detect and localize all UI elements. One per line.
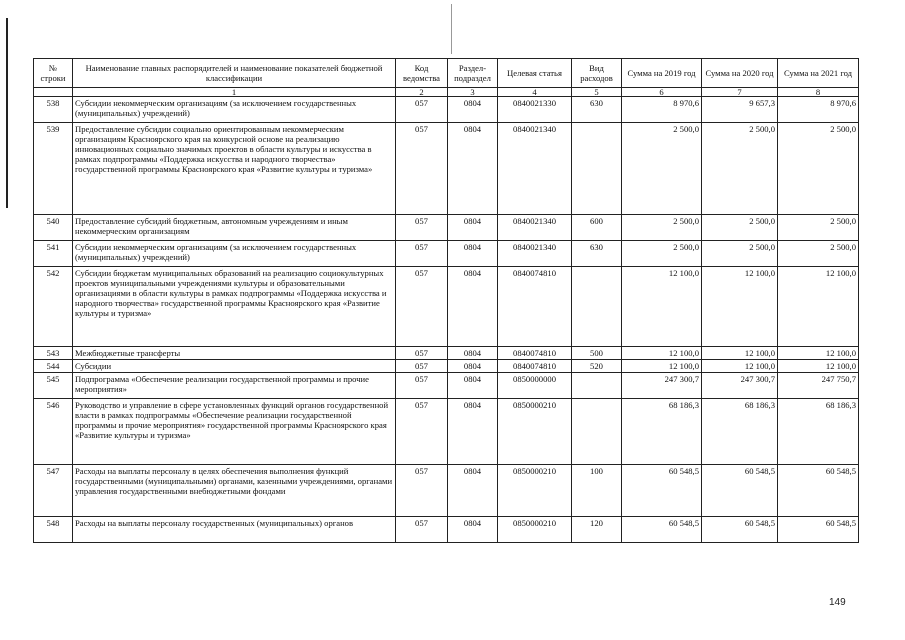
table-row xyxy=(34,399,859,465)
row-target: 0850000210 xyxy=(498,517,572,543)
row-target: 0840021340 xyxy=(498,123,572,215)
budget-table xyxy=(33,58,859,543)
header-num: № строки xyxy=(34,59,73,88)
row-target: 0840074810 xyxy=(498,347,572,360)
column-number: 2 xyxy=(396,88,448,97)
row-number: 543 xyxy=(34,347,73,360)
row-name: Подпрограмма «Обеспечение реализации государственной программы и прочие мероприятия» xyxy=(73,373,396,399)
row-code: 057 xyxy=(396,360,448,373)
row-amount-2021: 12 100,0 xyxy=(778,347,859,360)
row-amount-2021: 2 500,0 xyxy=(778,241,859,267)
column-number: 7 xyxy=(702,88,778,97)
row-name: Субсидии xyxy=(73,360,396,373)
row-amount-2021: 2 500,0 xyxy=(778,215,859,241)
column-number: 4 xyxy=(498,88,572,97)
table-row xyxy=(34,267,859,347)
row-name: Руководство и управление в сфере установленных функций органов государственной власти в рамках подпрограммы «Обеспечение реализации государственной программы и прочие мероприятия» государственной программы Красноярского края «Развитие культуры и туризма» xyxy=(73,399,396,465)
row-amount-2020: 60 548,5 xyxy=(702,465,778,517)
row-number: 547 xyxy=(34,465,73,517)
row-amount-2020: 68 186,3 xyxy=(702,399,778,465)
row-amount-2019: 2 500,0 xyxy=(622,123,702,215)
row-section: 0804 xyxy=(448,123,498,215)
row-section: 0804 xyxy=(448,215,498,241)
row-name: Предоставление субсидии социально ориентированным некоммерческим организациям Красноярского края на конкурсной основе на реализацию инновационных социально значимых проектов в области культуры и искусства в рамках подпрограммы «Поддержка искусства и народного творчества» государственной программы Красноярского края «Развитие культуры и туризма» xyxy=(73,123,396,215)
row-name: Предоставление субсидий бюджетным, автономным учреждениям и иным некоммерческим организациям xyxy=(73,215,396,241)
row-number: 544 xyxy=(34,360,73,373)
table-row xyxy=(34,347,859,360)
row-amount-2020: 2 500,0 xyxy=(702,123,778,215)
row-amount-2021: 68 186,3 xyxy=(778,399,859,465)
row-target: 0840074810 xyxy=(498,360,572,373)
row-amount-2020: 12 100,0 xyxy=(702,267,778,347)
row-section: 0804 xyxy=(448,373,498,399)
row-code: 057 xyxy=(396,241,448,267)
row-target: 0850000210 xyxy=(498,465,572,517)
row-kind xyxy=(572,373,622,399)
row-amount-2019: 12 100,0 xyxy=(622,267,702,347)
header-target: Целевая статья xyxy=(498,59,572,88)
header-kind: Вид расходов xyxy=(572,59,622,88)
row-amount-2021: 60 548,5 xyxy=(778,517,859,543)
row-kind xyxy=(572,123,622,215)
row-amount-2020: 2 500,0 xyxy=(702,215,778,241)
header-2019: Сумма на 2019 год xyxy=(622,59,702,88)
row-amount-2019: 2 500,0 xyxy=(622,241,702,267)
row-target: 0840021340 xyxy=(498,241,572,267)
column-number: 1 xyxy=(73,88,396,97)
column-number: 6 xyxy=(622,88,702,97)
row-number: 540 xyxy=(34,215,73,241)
table-row xyxy=(34,373,859,399)
row-amount-2019: 60 548,5 xyxy=(622,465,702,517)
row-code: 057 xyxy=(396,347,448,360)
row-code: 057 xyxy=(396,399,448,465)
row-section: 0804 xyxy=(448,241,498,267)
header-code: Код ведомства xyxy=(396,59,448,88)
header-section: Раздел-подраздел xyxy=(448,59,498,88)
row-number: 546 xyxy=(34,399,73,465)
row-amount-2020: 60 548,5 xyxy=(702,517,778,543)
page-number: 149 xyxy=(829,597,846,608)
row-section: 0804 xyxy=(448,347,498,360)
row-section: 0804 xyxy=(448,399,498,465)
row-kind xyxy=(572,267,622,347)
column-number xyxy=(34,88,73,97)
row-kind: 120 xyxy=(572,517,622,543)
header-2021: Сумма на 2021 год xyxy=(778,59,859,88)
column-number: 8 xyxy=(778,88,859,97)
row-code: 057 xyxy=(396,267,448,347)
row-kind: 100 xyxy=(572,465,622,517)
row-amount-2020: 12 100,0 xyxy=(702,347,778,360)
row-kind: 630 xyxy=(572,97,622,123)
column-number: 5 xyxy=(572,88,622,97)
row-name: Субсидии некоммерческим организациям (за исключением государственных (муниципальных) учреждений) xyxy=(73,241,396,267)
row-target: 0850000210 xyxy=(498,399,572,465)
column-numbers-row xyxy=(34,88,859,97)
row-kind: 600 xyxy=(572,215,622,241)
row-amount-2020: 247 300,7 xyxy=(702,373,778,399)
row-name: Субсидии некоммерческим организациям (за исключением государственных (муниципальных) учреждений) xyxy=(73,97,396,123)
row-code: 057 xyxy=(396,373,448,399)
header-name: Наименование главных распорядителей и наименование показателей бюджетной классификации xyxy=(73,59,396,88)
row-amount-2020: 12 100,0 xyxy=(702,360,778,373)
row-section: 0804 xyxy=(448,360,498,373)
row-amount-2021: 2 500,0 xyxy=(778,123,859,215)
row-target: 0840021340 xyxy=(498,215,572,241)
table-row xyxy=(34,241,859,267)
row-kind: 520 xyxy=(572,360,622,373)
row-amount-2021: 247 750,7 xyxy=(778,373,859,399)
row-number: 541 xyxy=(34,241,73,267)
table-row xyxy=(34,517,859,543)
row-amount-2019: 12 100,0 xyxy=(622,347,702,360)
row-number: 542 xyxy=(34,267,73,347)
row-amount-2021: 8 970,6 xyxy=(778,97,859,123)
table-row xyxy=(34,215,859,241)
left-margin-rule xyxy=(6,18,8,208)
table-row xyxy=(34,465,859,517)
table-row xyxy=(34,360,859,373)
row-name: Субсидии бюджетам муниципальных образований на реализацию социокультурных проектов муниципальными учреждениями культуры и образовательными организациями в области культуры в рамках подпрограммы «Поддержка искусства и народного творчества» государственной программы Красноярского края «Развитие культуры и туризма» xyxy=(73,267,396,347)
row-amount-2020: 9 657,3 xyxy=(702,97,778,123)
row-amount-2019: 2 500,0 xyxy=(622,215,702,241)
row-name: Расходы на выплаты персоналу государственных (муниципальных) органов xyxy=(73,517,396,543)
row-amount-2019: 247 300,7 xyxy=(622,373,702,399)
row-amount-2021: 60 548,5 xyxy=(778,465,859,517)
row-code: 057 xyxy=(396,465,448,517)
row-amount-2019: 8 970,6 xyxy=(622,97,702,123)
row-number: 545 xyxy=(34,373,73,399)
row-amount-2019: 60 548,5 xyxy=(622,517,702,543)
row-amount-2021: 12 100,0 xyxy=(778,360,859,373)
top-scan-mark xyxy=(451,4,452,54)
row-section: 0804 xyxy=(448,267,498,347)
row-kind xyxy=(572,399,622,465)
row-section: 0804 xyxy=(448,97,498,123)
row-number: 538 xyxy=(34,97,73,123)
row-section: 0804 xyxy=(448,465,498,517)
row-number: 539 xyxy=(34,123,73,215)
row-name: Расходы на выплаты персоналу в целях обеспечения выполнения функций государственными (муниципальными) органами, казенными учреждениями, органами управления государственными внебюджетными фондами xyxy=(73,465,396,517)
table-row xyxy=(34,97,859,123)
row-kind: 630 xyxy=(572,241,622,267)
row-target: 0840021330 xyxy=(498,97,572,123)
row-name: Межбюджетные трансферты xyxy=(73,347,396,360)
row-target: 0850000000 xyxy=(498,373,572,399)
row-code: 057 xyxy=(396,517,448,543)
row-section: 0804 xyxy=(448,517,498,543)
row-number: 548 xyxy=(34,517,73,543)
row-code: 057 xyxy=(396,123,448,215)
row-amount-2019: 12 100,0 xyxy=(622,360,702,373)
row-kind: 500 xyxy=(572,347,622,360)
row-code: 057 xyxy=(396,215,448,241)
row-target: 0840074810 xyxy=(498,267,572,347)
table-header-row xyxy=(34,59,859,88)
column-number: 3 xyxy=(448,88,498,97)
row-amount-2021: 12 100,0 xyxy=(778,267,859,347)
table-row xyxy=(34,123,859,215)
row-amount-2019: 68 186,3 xyxy=(622,399,702,465)
row-code: 057 xyxy=(396,97,448,123)
row-amount-2020: 2 500,0 xyxy=(702,241,778,267)
header-2020: Сумма на 2020 год xyxy=(702,59,778,88)
